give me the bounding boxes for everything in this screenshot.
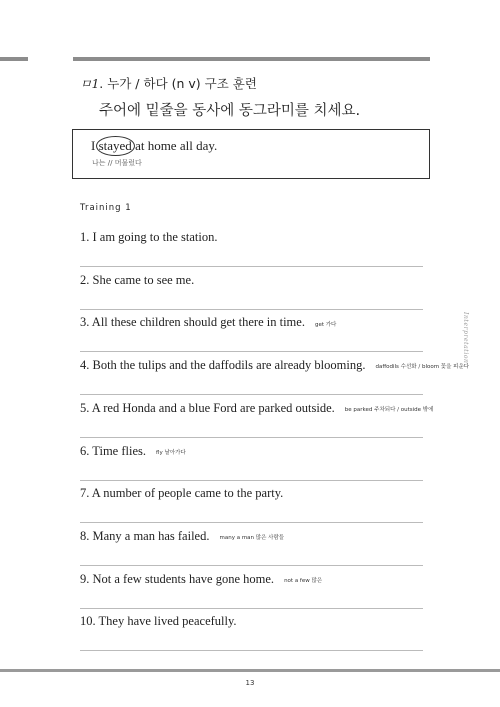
exercise-hint: not a few 많은	[284, 577, 323, 584]
exercise-hint: daffodils 수선화 / bloom 꽃을 피운다	[375, 364, 470, 371]
answer-line	[80, 309, 423, 310]
exercise-item	[80, 315, 336, 330]
top-rule-right	[73, 57, 430, 61]
answer-line	[80, 394, 423, 395]
exercise-item	[80, 230, 217, 245]
section-title: 누가 / 하다 (n v) 구조 훈련	[107, 76, 257, 91]
exercise-hint: many a man 많은 사람들	[219, 535, 285, 542]
section-label: ㅁ1	[80, 77, 100, 91]
exercise-item	[80, 529, 284, 544]
answer-line	[80, 480, 423, 481]
example-translation: 나는 // 머물렀다	[92, 159, 142, 167]
exercise-item	[80, 444, 186, 459]
instruction-text: 주어에 밑줄을 동사에 동그라미를 치세요.	[99, 103, 361, 119]
side-note	[462, 312, 474, 392]
exercise-sentence: 7. A number of people came to the party.	[80, 486, 284, 501]
exercise-hint: fly 날아가다	[156, 449, 186, 456]
answer-line	[80, 437, 423, 438]
answer-line	[80, 565, 423, 566]
top-rule-left	[0, 57, 28, 61]
exercise-item	[80, 358, 469, 373]
exercise-sentence: 2. She came to see me.	[80, 272, 195, 287]
answer-line	[80, 608, 423, 609]
example-rest: at home all day.	[131, 138, 218, 153]
exercise-sentence: 4. Both the tulips and the daffodils are already blooming.	[80, 358, 366, 373]
exercise-sentence: 10. They have lived peacefully.	[80, 614, 237, 629]
exercise-item	[80, 486, 283, 501]
exercise-sentence: 8. Many a man has failed.	[80, 528, 210, 543]
exercise-sentence: 1. I am going to the station.	[80, 230, 218, 244]
exercise-sentence: 5. A red Honda and a blue Ford are parked outside.	[80, 400, 335, 415]
side-note-text: Interpretation	[462, 312, 469, 364]
section-heading: ㅁ1. 누가 / 하다 (n v) 구조 훈련	[80, 76, 257, 91]
example-circled-verb: stayed	[98, 138, 132, 153]
example-subject: I	[91, 138, 99, 153]
answer-line	[80, 522, 423, 523]
training-title: Training 1	[80, 203, 132, 213]
page-number: 13	[245, 679, 255, 687]
exercise-item	[80, 273, 194, 288]
exercise-hint: be parked 주차되다 / outside 밖에	[344, 406, 434, 413]
exercise-hint: get 가다	[314, 321, 337, 328]
exercise-item	[80, 401, 433, 416]
exercise-item	[80, 572, 322, 587]
exercise-item	[80, 614, 237, 629]
exercise-sentence: 6. Time flies.	[80, 443, 146, 458]
exercise-sentence: 9. Not a few students have gone home.	[80, 571, 275, 586]
example-sentence	[91, 138, 217, 154]
answer-line	[80, 650, 423, 651]
exercise-sentence: 3. All these children should get there in time.	[80, 315, 305, 330]
bottom-rule	[0, 669, 500, 672]
answer-line	[80, 351, 423, 352]
answer-line	[80, 266, 423, 267]
example-box	[72, 129, 430, 179]
